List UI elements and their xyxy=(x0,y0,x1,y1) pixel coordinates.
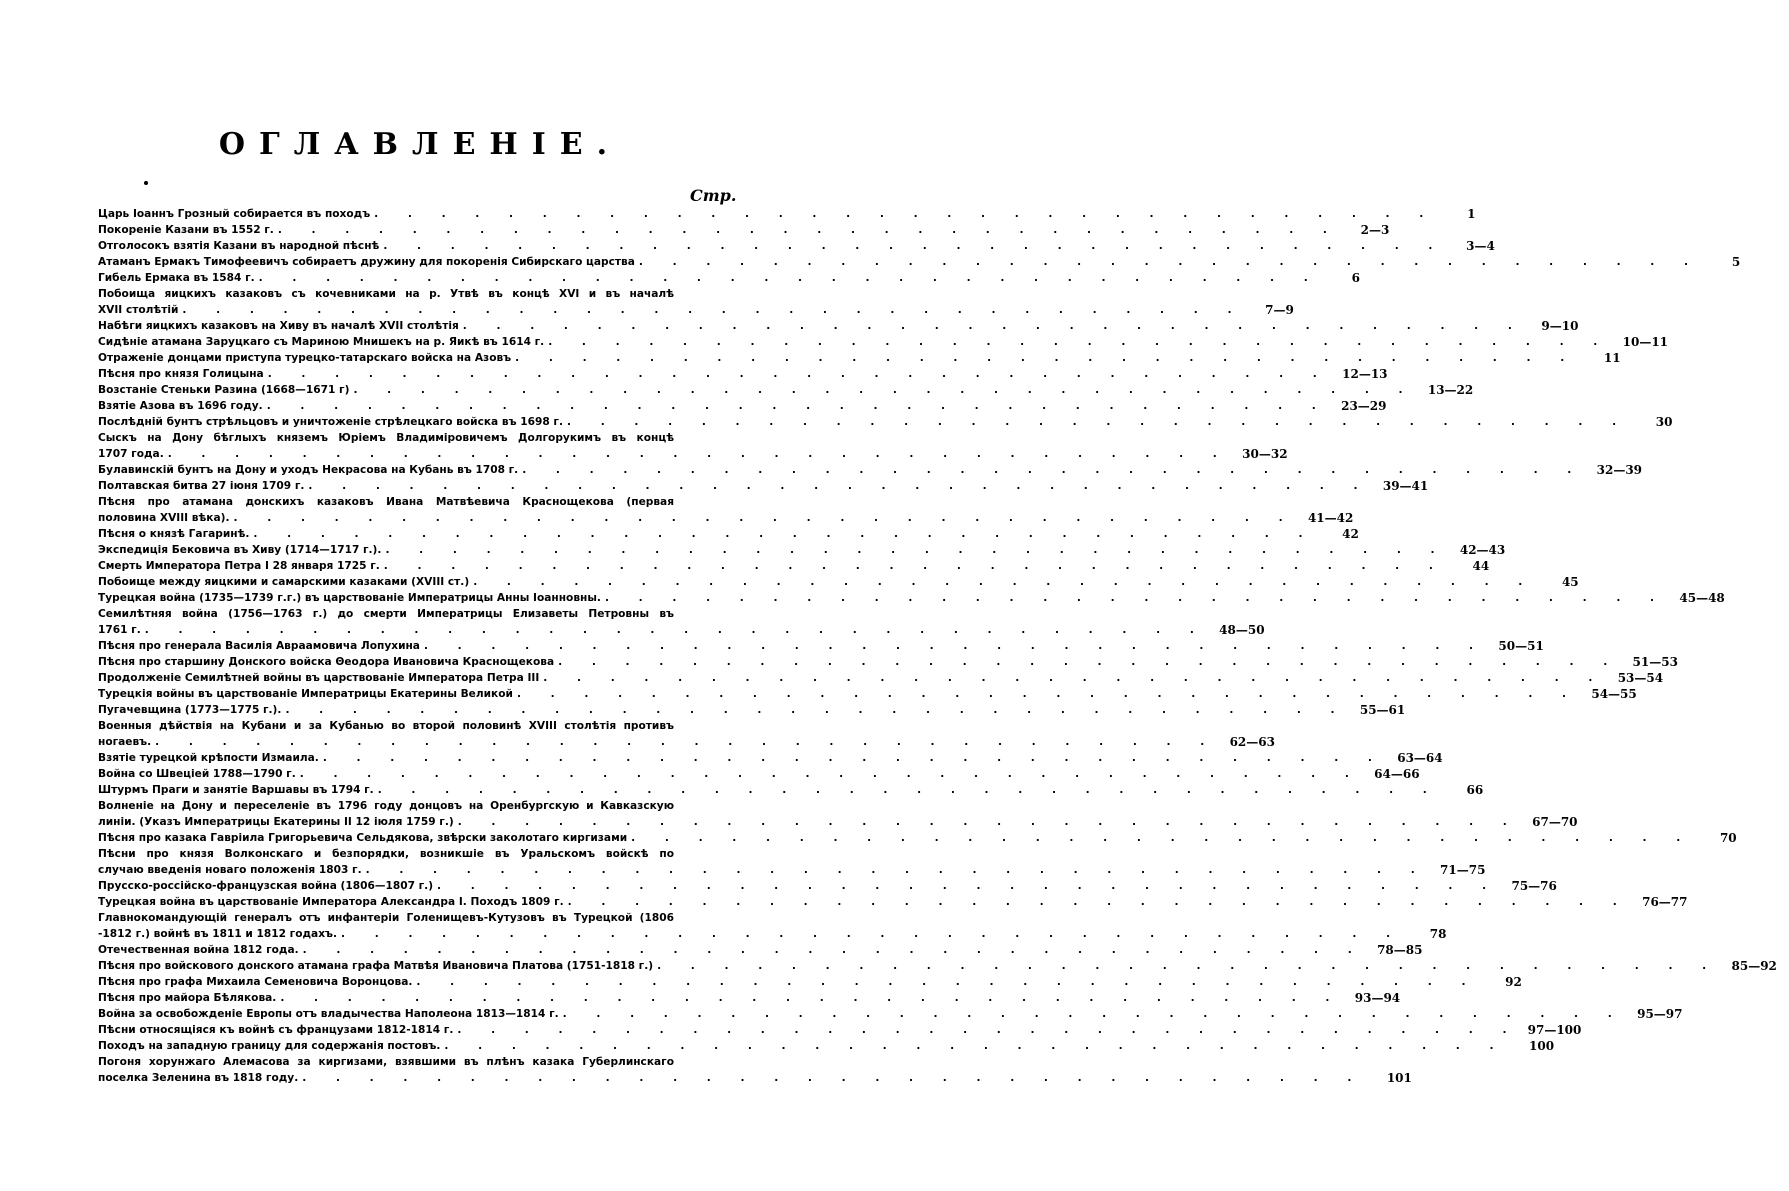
toc-entry xyxy=(98,542,1506,558)
toc-entry xyxy=(98,334,1669,350)
toc-entry-title-cont: поселка Зеленина въ 1818 году. xyxy=(98,1072,299,1084)
toc-entry xyxy=(98,798,744,814)
ink-speck xyxy=(144,181,148,185)
toc-page-number: 101 xyxy=(1386,1071,1412,1085)
toc-entry-title: Возстаніе Стеньки Разина (1668—1671 г) xyxy=(98,384,350,396)
toc-page-number: 100 xyxy=(1529,1039,1555,1053)
toc-entry-title: Атаманъ Ермакъ Тимофеевичъ собираетъ дружину для покоренія Сибирскаго царства xyxy=(98,256,635,268)
toc-entry-title: Побоище между яицкими и самарскими казаками (XVIII ст.) xyxy=(98,576,470,588)
dot-leader: . . . . . . . . . . . . . . . . . . . . . . . . . . . . . . . . xyxy=(515,352,1578,364)
toc-entry xyxy=(98,942,1423,958)
dot-leader: . . . . . . . . . . . . . . . . . . . . . . . . . . . . . . . . xyxy=(543,672,1606,684)
toc-entry xyxy=(98,718,744,734)
toc-entry-continuation xyxy=(98,926,1447,942)
dot-leader: . . . . . . . . . . . . . . . . . . . . . . . . . . . . . . . . xyxy=(383,240,1446,252)
dot-leader: . . . . . . . . . . . . . . . . . . . . . . . . . . . . . . . . xyxy=(341,928,1404,940)
toc-entry xyxy=(98,750,1443,766)
toc-entry xyxy=(98,846,744,862)
toc-page-number: 55—61 xyxy=(1359,703,1406,717)
toc-entry-title: Пѣсня про казака Гавріила Григорьевича Сельдякова, звѣрски заколотаго киргизами xyxy=(98,832,628,844)
toc-entry-continuation xyxy=(98,510,1354,526)
toc-page-number: 30 xyxy=(1655,415,1673,429)
dot-leader: . . . . . . . . . . . . . . . . . . . . . . . . . . . . . . . . xyxy=(558,656,1621,668)
toc-entry xyxy=(98,910,744,926)
toc-entry-title: Отраженіе донцами приступа турецко-татарскаго войска на Азовъ xyxy=(98,352,512,364)
toc-entry xyxy=(98,478,1429,494)
dot-leader: . . . . . . . . . . . . . . . . . . . . . . . . . . . . . . . . xyxy=(365,864,1428,876)
toc-page-number: 6 xyxy=(1351,271,1360,285)
toc-entry-title: Погоня хорунжаго Алемасова за киргизами, взявшими въ плѣнъ казака Губерлинскаго xyxy=(98,1056,674,1068)
toc-entry-title: Турецкія войны въ царствованіе Императрицы Екатерины Великой xyxy=(98,688,513,700)
toc-page-number: 45 xyxy=(1561,575,1579,589)
toc-entry-continuation xyxy=(98,1070,1412,1086)
toc-entry-title: Турецкая война въ царствованіе Императора Александра I. Походъ 1809 г. xyxy=(98,896,564,908)
toc-entry xyxy=(98,878,1557,894)
toc-entry-title: Пѣсня про атамана донскихъ казаковъ Ивана Матвѣевича Краснощекова (первая xyxy=(98,496,674,508)
toc-page-number: 45—48 xyxy=(1679,591,1725,605)
toc-entry-title: Пѣсня про генерала Василія Авраамовича Лопухина xyxy=(98,640,420,652)
dot-leader: . . . . . . . . . . . . . . . . . . . . . . . . . . . . . . . . xyxy=(437,880,1500,892)
toc-entry-title: Послѣдній бунтъ стрѣльцовъ и уничтоженіе стрѣлецкаго войска въ 1698 г. xyxy=(98,416,563,428)
toc-page-number: 76—77 xyxy=(1642,895,1688,909)
toc-page-number: 85—92 xyxy=(1731,959,1777,973)
toc-entry-title: Турецкая война (1735—1739 г.г.) въ царствованіе Императрицы Анны Іоанновны. xyxy=(98,592,601,604)
toc-entry xyxy=(98,494,744,510)
dot-leader: . . . . . . . . . . . . . . . . . . . . . . . . . . . . . . . . xyxy=(383,560,1446,572)
toc-entry-title: Булавинскій бунтъ на Дону и уходъ Некрасова на Кубань въ 1708 г. xyxy=(98,464,519,476)
dot-leader: . . . . . . . . . . . . . . . . . . . . . . . . . . . . . . . . xyxy=(657,960,1720,972)
dot-leader: . . . . . . . . . . . . . . . . . . . . . . . . . . . . . . . . xyxy=(548,336,1611,348)
toc-entry-continuation xyxy=(98,814,1578,830)
toc-entry-title: Сидѣніе атамана Заруцкаго съ Мариною Мнишекъ на р. Яикѣ въ 1614 г. xyxy=(98,336,545,348)
dot-leader: . . . . . . . . . . . . . . . . . . . . . . . . . . . . . . . . xyxy=(280,992,1343,1004)
dot-leader: . . . . . . . . . . . . . . . . . . . . . . . . . . . . . . . . xyxy=(423,640,1487,652)
toc-entry-title: Взятіе Азова въ 1696 году. xyxy=(98,400,263,412)
toc-entry xyxy=(98,590,1725,606)
toc-page-number: 97—100 xyxy=(1527,1023,1582,1037)
toc-entry xyxy=(98,222,1390,238)
toc-page-number: 93—94 xyxy=(1354,991,1401,1005)
dot-leader: . . . . . . . . . . . . . . . . . . . . . . . . . . . . . . . . xyxy=(167,448,1230,460)
toc-entry xyxy=(98,318,1579,334)
toc-entry xyxy=(98,286,744,302)
toc-page-number: 9—10 xyxy=(1541,319,1579,333)
toc-entry xyxy=(98,558,1490,574)
dot-leader: . . . . . . . . . . . . . . . . . . . . . . . . . . . . . . . . xyxy=(522,464,1585,476)
toc-entry-title: Пугачевщина (1773—1775 г.). xyxy=(98,704,282,716)
toc-entry-title: Продолженіе Семилѣтней войны въ царствованіе Императора Петра III xyxy=(98,672,540,684)
toc-entry-title: Взятіе турецкой крѣпости Измаила. xyxy=(98,752,319,764)
toc-entry-title: Пѣсня про старшину Донского войска Θеодора Ивановича Краснощекова xyxy=(98,656,555,668)
toc-entry xyxy=(98,1038,1555,1054)
dot-leader: . . . . . . . . . . . . . . . . . . . . . . . . . . . . . . . . xyxy=(155,736,1218,748)
toc-page-number: 64—66 xyxy=(1374,767,1420,781)
toc-entry xyxy=(98,462,1643,478)
toc-entry-continuation xyxy=(98,622,1265,638)
toc-entry xyxy=(98,686,1637,702)
toc-entry xyxy=(98,254,1741,270)
toc-page-number: 7—9 xyxy=(1265,303,1294,317)
toc-entry xyxy=(98,1006,1683,1022)
toc-entry-title: Пѣсня про майора Бѣлякова. xyxy=(98,992,277,1004)
toc-page-number: 71—75 xyxy=(1440,863,1486,877)
dot-leader: . . . . . . . . . . . . . . . . . . . . . . . . . . . . . . . . xyxy=(567,896,1630,908)
toc-entry xyxy=(98,894,1688,910)
toc-entry-title: Пѣсня про графа Михаила Семеновича Воронцова. xyxy=(98,976,413,988)
toc-page-number: 23—29 xyxy=(1341,399,1387,413)
toc-entry-title-cont: половина XVIII вѣка). xyxy=(98,512,230,524)
toc-entry xyxy=(98,206,1476,222)
toc-entry xyxy=(98,830,1737,846)
table-of-contents xyxy=(98,206,1777,1086)
toc-page-number: 3—4 xyxy=(1466,239,1495,253)
dot-leader: . . . . . . . . . . . . . . . . . . . . . . . . . . . . . . . . xyxy=(377,784,1440,796)
toc-page-number: 13—22 xyxy=(1427,383,1474,397)
toc-page-number: 48—50 xyxy=(1219,623,1265,637)
toc-entry xyxy=(98,782,1484,798)
dot-leader: . . . . . . . . . . . . . . . . . . . . . . . . . . . . . . . . xyxy=(562,1008,1625,1020)
toc-page-number: 78—85 xyxy=(1377,943,1423,957)
toc-entry-title: Смерть Императора Петра I 28 января 1725 г. xyxy=(98,560,380,572)
dot-leader: . . . . . . . . . . . . . . . . . . . . . . . . . . . . . . . . xyxy=(444,1040,1507,1052)
dot-leader: . . . . . . . . . . . . . . . . . . . . . . . . . . . . . . . . xyxy=(322,752,1385,764)
dot-leader: . . . . . . . . . . . . . . . . . . . . . . . . . . . . . . . . xyxy=(233,512,1296,524)
toc-page-number: 12—13 xyxy=(1342,367,1388,381)
page-title: ОГЛАВЛЕНІЕ. xyxy=(218,127,622,162)
toc-entry xyxy=(98,350,1621,366)
toc-entry-continuation xyxy=(98,446,1288,462)
dot-leader: . . . . . . . . . . . . . . . . . . . . . . . . . . . . . . . . xyxy=(353,384,1416,396)
dot-leader: . . . . . . . . . . . . . . . . . . . . . . . . . . . . . . . . xyxy=(277,224,1340,236)
toc-page-number: 39—41 xyxy=(1382,479,1429,493)
toc-entry-title: Военныя дѣйствія на Кубани и за Кубанью во второй половинѣ XVIII столѣтія противъ xyxy=(98,720,674,732)
toc-entry xyxy=(98,702,1406,718)
toc-page-number: 42 xyxy=(1342,527,1359,541)
dot-leader: . . . . . . . . . . . . . . . . . . . . . . . . . . . . . . . . xyxy=(566,416,1630,428)
toc-page-number: 67—70 xyxy=(1532,815,1578,829)
toc-entry xyxy=(98,574,1579,590)
toc-entry-title: Штурмъ Праги и занятіе Варшавы въ 1794 г. xyxy=(98,784,374,796)
toc-entry xyxy=(98,670,1664,686)
toc-entry xyxy=(98,238,1495,254)
toc-page-number: 66 xyxy=(1466,783,1484,797)
dot-leader: . . . . . . . . . . . . . . . . . . . . . . . . . . . . . . . . xyxy=(604,592,1668,604)
toc-entry-title: Война со Швеціей 1788—1790 г. xyxy=(98,768,296,780)
toc-page-number: 95—97 xyxy=(1637,1007,1683,1021)
toc-entry-title: Набѣги яицкихъ казаковъ на Хиву въ началѣ XVII столѣтія xyxy=(98,320,459,332)
toc-entry-continuation xyxy=(98,302,1294,318)
toc-entry xyxy=(98,606,744,622)
toc-entry xyxy=(98,526,1359,542)
toc-entry-title: Главнокомандующій генералъ отъ инфантеріи Голенищевъ-Кутузовъ въ Турецкой (1806 xyxy=(98,912,674,924)
toc-page-number: 2—3 xyxy=(1360,223,1390,237)
toc-entry-title: Царь Іоаннъ Грозный собирается въ походъ xyxy=(98,208,371,220)
toc-entry-title-cont: линіи. (Указъ Императрицы Екатерины II 12 іюля 1759 г.) xyxy=(98,816,454,828)
dot-leader: . . . . . . . . . . . . . . . . . . . . . . . . . . . . . . . . xyxy=(308,480,1371,492)
dot-leader: . . . . . . . . . . . . . . . . . . . . . . . . . . . . . . . . xyxy=(631,832,1694,844)
dot-leader: . . . . . . . . . . . . . . . . . . . . . . . . . . . . . . . . xyxy=(182,304,1245,316)
dot-leader: . . . . . . . . . . . . . . . . . . . . . . . . . . . . . . . . xyxy=(462,320,1525,332)
dot-leader: . . . . . . . . . . . . . . . . . . . . . . . . . . . . . . . . xyxy=(416,976,1479,988)
toc-entry-title: Прусско-россійско-французская война (1806—1807 г.) xyxy=(98,880,434,892)
toc-entry-title: Пѣсни про князя Волконскаго и безпорядки, возникшіе въ Уральскомъ войскѣ по xyxy=(98,848,674,860)
toc-entry-title: Побоища яицкихъ казаковъ съ кочевниками на р. Утвѣ въ концѣ XVI и въ началѣ xyxy=(98,288,674,300)
dot-leader: . . . . . . . . . . . . . . . . . . . . . . . . . . . . . . . . xyxy=(473,576,1536,588)
toc-page-number: 78 xyxy=(1429,927,1447,941)
toc-page-number: 62—63 xyxy=(1229,735,1275,749)
toc-entry-title-cont: 1707 года. xyxy=(98,448,164,460)
toc-entry-title: Экспедиція Бековича въ Хиву (1714—1717 г.). xyxy=(98,544,382,556)
dot-leader: . . . . . . . . . . . . . . . . . . . . . . . . . . . . . . . . xyxy=(302,944,1365,956)
toc-page-number: 70 xyxy=(1719,831,1737,845)
toc-entry xyxy=(98,1022,1582,1038)
toc-entry-continuation xyxy=(98,734,1275,750)
toc-entry xyxy=(98,430,744,446)
toc-entry xyxy=(98,1054,744,1070)
toc-entry xyxy=(98,398,1387,414)
toc-page-number: 11 xyxy=(1603,351,1621,365)
toc-page-number: 54—55 xyxy=(1591,687,1637,701)
dot-leader: . . . . . . . . . . . . . . . . . . . . . . . . . . . . . . . . xyxy=(385,544,1448,556)
dot-leader: . . . . . . . . . . . . . . . . . . . . . . . . . . . . . . . . xyxy=(457,816,1520,828)
toc-entry-title-cont: XVII столѣтій xyxy=(98,304,179,316)
toc-entry xyxy=(98,990,1401,1006)
dot-leader: . . . . . . . . . . . . . . . . . . . . . . . . . . . . . . . . xyxy=(374,208,1437,220)
toc-entry-title-cont: ногаевъ. xyxy=(98,736,152,748)
dot-leader: . . . . . . . . . . . . . . . . . . . . . . . . . . . . . . . . xyxy=(299,768,1362,780)
toc-page-number: 41—42 xyxy=(1307,511,1354,525)
toc-entry xyxy=(98,766,1420,782)
dot-leader: . . . . . . . . . . . . . . . . . . . . . . . . . . . . . . . . xyxy=(144,624,1207,636)
toc-entry-title-cont: -1812 г.) войнѣ въ 1811 и 1812 годахъ. xyxy=(98,928,338,940)
toc-entry-title: Семилѣтняя война (1756—1763 г.) до смерти Императрицы Елизаветы Петровны въ xyxy=(98,608,674,620)
toc-entry-title: Сыскъ на Дону бѣглыхъ княземъ Юріемъ Владиміровичемъ Долгорукимъ въ концѣ xyxy=(98,432,674,444)
toc-page-number: 5 xyxy=(1731,255,1741,269)
toc-page-number: 51—53 xyxy=(1632,655,1678,669)
toc-entry-title: Пѣсня про войскового донского атамана графа Матвѣя Ивановича Платова (1751-1818 г.) xyxy=(98,960,654,972)
toc-entry-title: Покореніе Казани въ 1552 г. xyxy=(98,224,274,236)
toc-page-number: 42—43 xyxy=(1459,543,1506,557)
toc-entry xyxy=(98,654,1678,670)
toc-entry-title: Война за освобожденіе Европы отъ владычества Наполеона 1813—1814 г. xyxy=(98,1008,559,1020)
toc-page-number: 53—54 xyxy=(1617,671,1664,685)
dot-leader: . . . . . . . . . . . . . . . . . . . . . . . . . . . . . . . . xyxy=(638,256,1702,268)
toc-entry-title: Пѣсни относящіяся къ войнѣ съ французами 1812-1814 г. xyxy=(98,1024,454,1036)
toc-entry-title: Полтавская битва 27 іюня 1709 г. xyxy=(98,480,305,492)
toc-page-number: 92 xyxy=(1505,975,1522,989)
toc-page-number: 63—64 xyxy=(1397,751,1443,765)
toc-entry-title: Пѣсня о князѣ Гагаринѣ. xyxy=(98,528,250,540)
toc-entry-continuation xyxy=(98,862,1486,878)
dot-leader: . . . . . . . . . . . . . . . . . . . . . . . . . . . . . . . . xyxy=(457,1024,1520,1036)
toc-page-number: 32—39 xyxy=(1596,463,1643,477)
toc-page-number: 1 xyxy=(1467,207,1476,221)
toc-entry xyxy=(98,958,1777,974)
toc-entry-title-cont: случаю введенія новаго положенія 1803 г. xyxy=(98,864,362,876)
toc-entry-title: Отголосокъ взятія Казани въ народной пѣснѣ xyxy=(98,240,380,252)
toc-entry xyxy=(98,638,1544,654)
dot-leader: . . . . . . . . . . . . . . . . . . . . . . . . . . . . . . . . xyxy=(266,400,1329,412)
dot-leader: . . . . . . . . . . . . . . . . . . . . . . . . . . . . . . . . xyxy=(302,1072,1365,1084)
toc-page-number: 10—11 xyxy=(1622,335,1669,349)
toc-page-number: 75—76 xyxy=(1511,879,1557,893)
toc-entry-title: Отечественная война 1812 года. xyxy=(98,944,299,956)
toc-entry xyxy=(98,382,1474,398)
toc-entry-title: Гибель Ермака въ 1584 г. xyxy=(98,272,255,284)
toc-entry-title-cont: 1761 г. xyxy=(98,624,141,636)
toc-entry xyxy=(98,974,1522,990)
dot-leader: . . . . . . . . . . . . . . . . . . . . . . . . . . . . . . . . xyxy=(516,688,1580,700)
toc-entry xyxy=(98,270,1360,286)
dot-leader: . . . . . . . . . . . . . . . . . . . . . . . . . . . . . . . . xyxy=(253,528,1316,540)
dot-leader: . . . . . . . . . . . . . . . . . . . . . . . . . . . . . . . . xyxy=(267,368,1330,380)
toc-page-number: 44 xyxy=(1472,559,1490,573)
toc-entry-title: Волненіе на Дону и переселеніе въ 1796 году донцовъ на Оренбургскую и Кавказскую xyxy=(98,800,674,812)
dot-leader: . . . . . . . . . . . . . . . . . . . . . . . . . . . . . . . . xyxy=(285,704,1348,716)
toc-entry xyxy=(98,414,1673,430)
page-column-label: Стр. xyxy=(690,186,737,205)
dot-leader: . . . . . . . . . . . . . . . . . . . . . . . . . . . . . . . . xyxy=(258,272,1321,284)
toc-page-number: 50—51 xyxy=(1498,639,1544,653)
toc-entry xyxy=(98,366,1388,382)
toc-entry-title: Пѣсня про князя Голицына xyxy=(98,368,264,380)
toc-entry-title: Походъ на западную границу для содержанія постовъ. xyxy=(98,1040,441,1052)
toc-page-number: 30—32 xyxy=(1242,447,1288,461)
